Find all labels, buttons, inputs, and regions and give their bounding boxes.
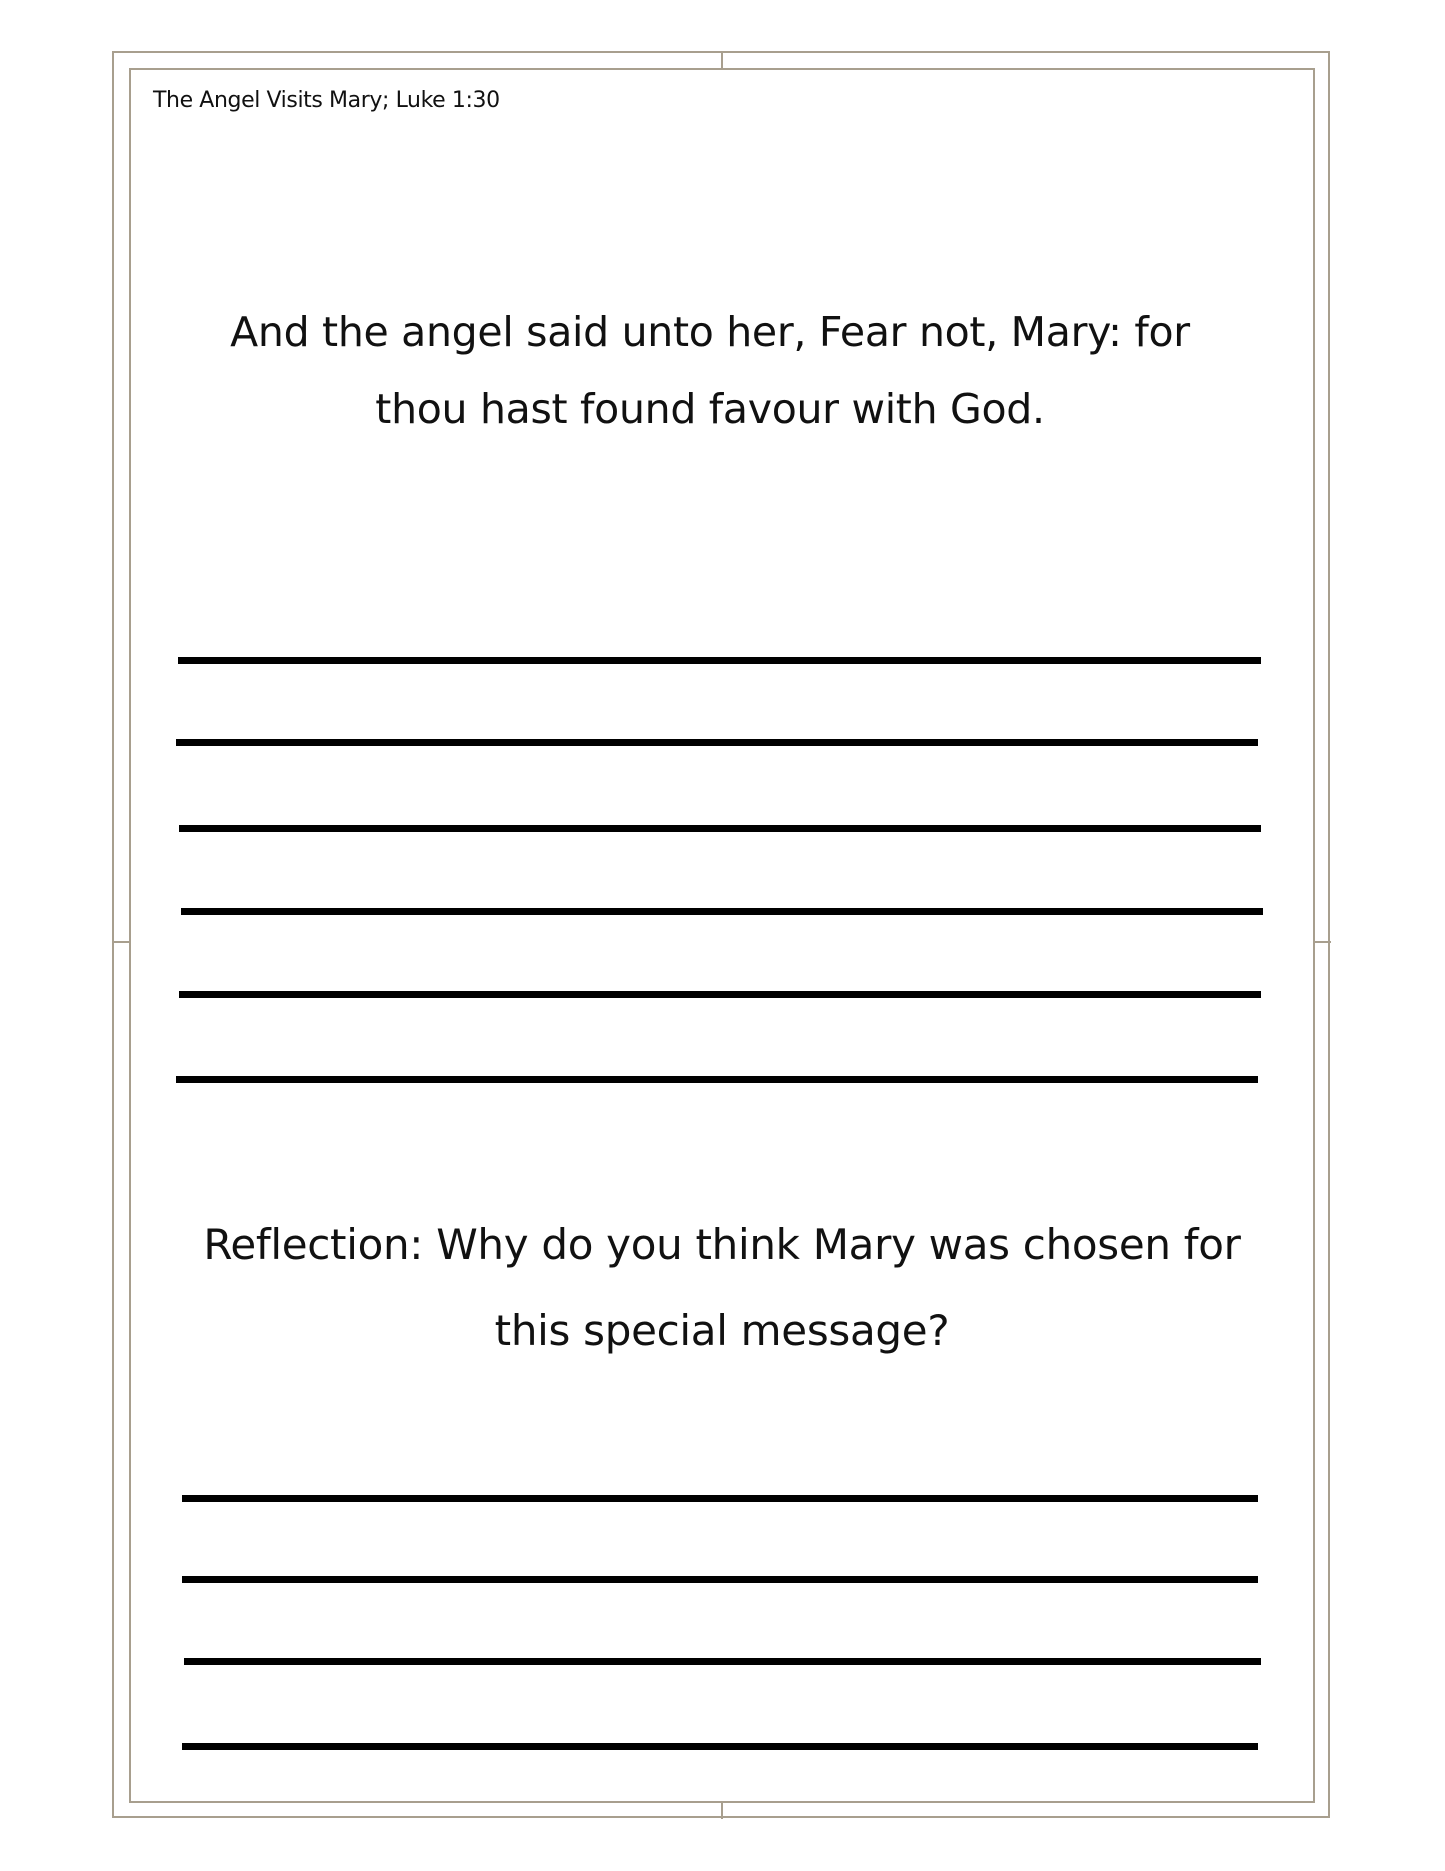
verse-line-2: thou hast found favour with God. [375,385,1045,433]
verse-writing-line-6[interactable] [176,1076,1258,1083]
verse-writing-line-3[interactable] [179,825,1261,832]
reflection-writing-line-4[interactable] [182,1743,1258,1750]
verse-writing-line-4[interactable] [181,908,1263,915]
verse-writing-line-5[interactable] [179,991,1261,998]
reflection-writing-line-3[interactable] [184,1658,1261,1665]
verse-line-1: And the angel said unto her, Fear not, Mary: for [230,308,1190,356]
reflection-writing-line-1[interactable] [182,1495,1258,1502]
border-notch-top [721,52,723,69]
scripture-verse [180,294,1240,448]
border-notch-bottom [721,1802,723,1819]
border-notch-right [1314,941,1331,943]
reflection-line-1: Reflection: Why do you think Mary was chosen for [203,1220,1241,1269]
verse-writing-line-2[interactable] [176,739,1258,746]
page-header-title: The Angel Visits Mary; Luke 1:30 [153,88,500,113]
border-notch-left [113,941,130,943]
reflection-line-2: this special message? [494,1306,950,1355]
verse-writing-line-1[interactable] [178,657,1261,664]
reflection-prompt [180,1202,1264,1374]
reflection-writing-line-2[interactable] [182,1576,1258,1583]
